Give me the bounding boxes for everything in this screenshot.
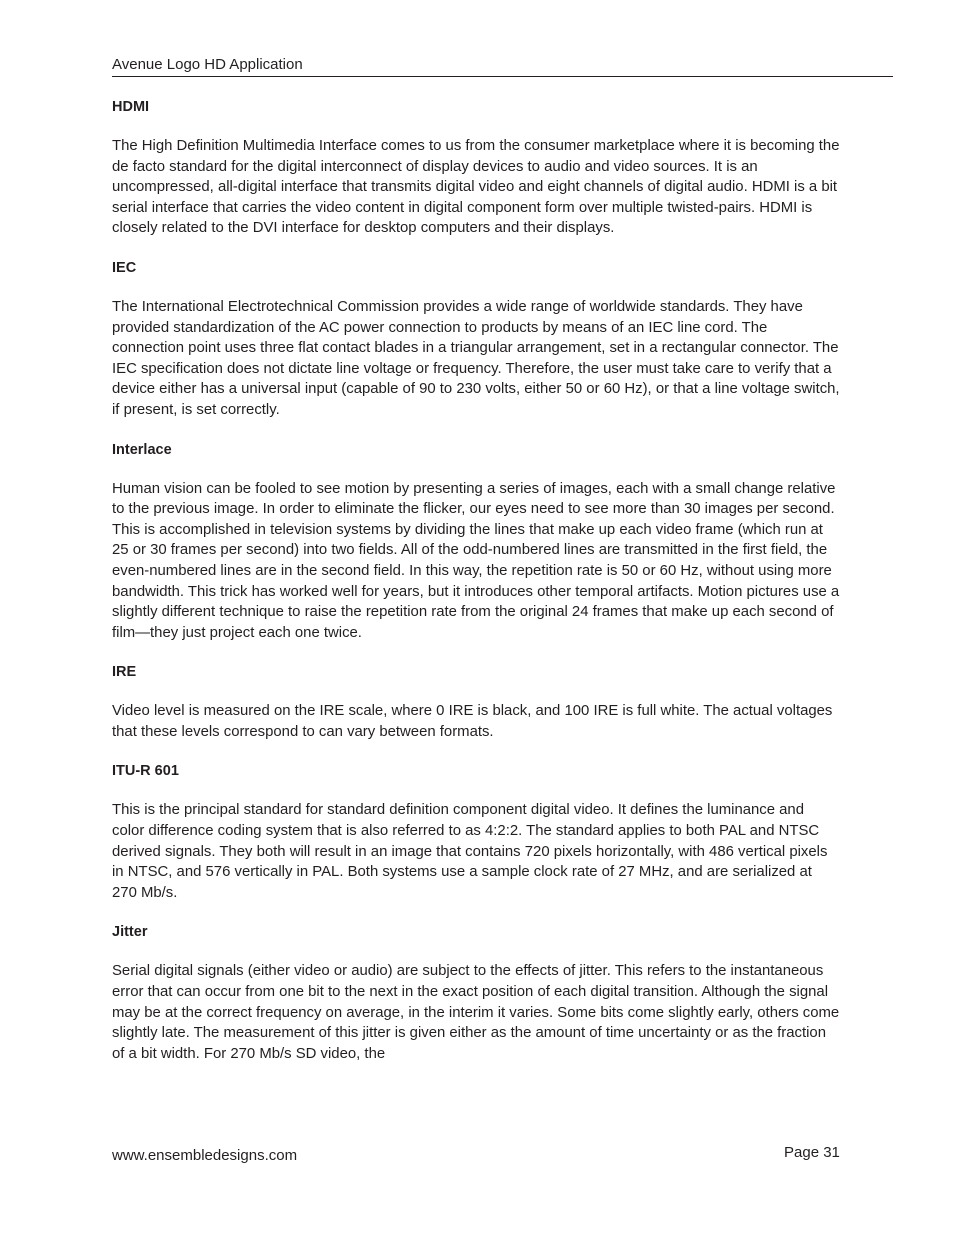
page-header: [112, 55, 893, 77]
section-body: Video level is measured on the IRE scale, where 0 IRE is black, and 100 IRE is full white. The actual voltages that these levels correspond to can vary between formats.: [112, 703, 833, 740]
section-body: Serial digital signals (either video or audio) are subject to the effects of jitter. This refers to the instantaneous error that can occur from one bit to the next in the exact position of each digital transition. Although the signal may be at the correct frequency on average, in the interim it varies. Some bits come slightly early, others come slightly late. The measurement of this jitter is given either as the amount of time uncertainty or as the fraction of a bit width. For 270 Mb/s SD video, the: [112, 963, 840, 1062]
document-title: Avenue Logo HD Application: [112, 56, 303, 73]
section-body: The International Electrotechnical Commission provides a wide range of worldwide standards. They have provided standardization of the AC power connection to products by means of an IEC line cord. The connection point uses three flat contact blades in a triangular arrangement, set in a rectangular connector. The IEC specification does not dictate line voltage or frequency. Therefore, the user must take care to verify that a device either has a universal input (capable of 90 to 230 volts, either 50 or 60 Hz), or that a line voltage switch, if present, is set correctly.: [112, 298, 840, 418]
section-ire: [112, 663, 840, 742]
section-body: This is the principal standard for standard definition component digital video. It defines the luminance and color difference coding system that is also referred to as 4:2:2. The standard applies to both PAL and NTSC derived signals. They both will result in an image that contains 720 pixels horizontally, with 486 vertical pixels in NTSC, and 576 vertically in PAL. Both systems use a sample clock rate of 27 MHz, and are serialized at 270 Mb/s.: [112, 802, 828, 901]
section-heading: IEC: [112, 259, 137, 276]
glossary-content: [112, 98, 840, 1084]
section-jitter: [112, 923, 840, 1064]
footer-website: www.ensembledesigns.com: [112, 1147, 298, 1164]
section-heading: Interlace: [112, 441, 172, 458]
section-itu-r-601: [112, 762, 840, 903]
section-body: The High Definition Multimedia Interface comes to us from the consumer marketplace where it is becoming the de facto standard for the digital interconnect of display devices to audio and video sources. It is an uncompressed, all-digital interface that transmits digital video and eight channels of digital audio. HDMI is a bit serial interface that carries the video content in digital component form over multiple twisted-pairs. HDMI is closely related to the DVI interface for desktop computers and their displays.: [112, 138, 840, 237]
section-heading: HDMI: [112, 99, 150, 115]
section-hdmi: [112, 98, 840, 239]
section-iec: [112, 259, 840, 421]
section-heading: Jitter: [112, 924, 148, 941]
section-heading: IRE: [112, 664, 137, 681]
section-body: Human vision can be fooled to see motion by presenting a series of images, each with a small change relative to the previous image. In order to eliminate the flicker, our eyes need to see more than 30 images per second. This is accomplished in television systems by dividing the lines that make up each video frame (which run at 25 or 30 frames per second) into two fields. All of the odd-numbered lines are transmitted in the first field, the even-numbered lines are in the second field. In this way, the repetition rate is 50 or 60 Hz, without using more bandwidth. This trick has worked well for years, but it introduces other temporal artifacts. Motion pictures use a slightly different technique to raise the repetition rate from the original 24 frames that make up each second of film—they just project each one twice.: [112, 480, 840, 641]
section-heading: ITU-R 601: [112, 763, 179, 780]
page-number: Page 31: [784, 1144, 840, 1161]
section-interlace: [112, 441, 840, 644]
